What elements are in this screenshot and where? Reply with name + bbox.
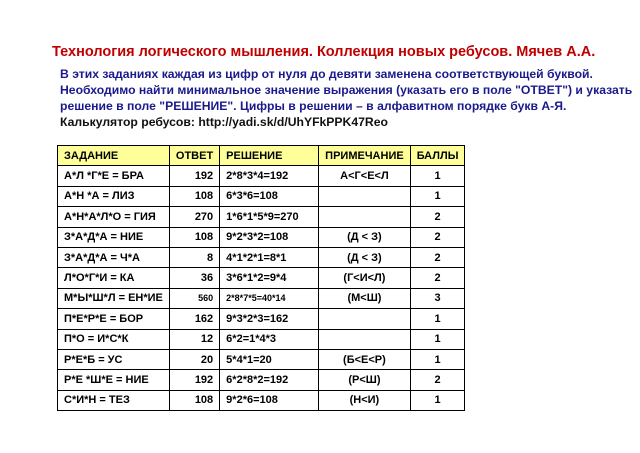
cell-answer: 162 [169, 309, 219, 329]
cell-points: 1 [410, 349, 465, 369]
table-row [58, 390, 465, 410]
cell-note: (Б<Е<Р) [319, 349, 411, 369]
cell-task: З*А*Д*А = Ч*А [58, 247, 170, 267]
cell-note: (Д < З) [319, 227, 411, 247]
cell-answer: 192 [169, 166, 219, 186]
cell-note: А<Г<Е<Л [319, 166, 411, 186]
cell-solution: 3*6*1*2=9*4 [220, 268, 319, 288]
cell-points: 2 [410, 268, 465, 288]
cell-points: 1 [410, 166, 465, 186]
cell-task: А*Н *А = ЛИЗ [58, 186, 170, 206]
table-header-row [58, 146, 465, 166]
cell-task: Л*О*Г*И = КА [58, 268, 170, 288]
header-answer: ОТВЕТ [169, 146, 219, 166]
cell-note [319, 329, 411, 349]
cell-answer: 8 [169, 247, 219, 267]
cell-answer: 560 [169, 288, 219, 308]
cell-solution: 4*1*2*1=8*1 [220, 247, 319, 267]
cell-solution: 2*8*7*5=40*14 [220, 288, 319, 308]
cell-note: (М<Ш) [319, 288, 411, 308]
cell-points: 2 [410, 227, 465, 247]
cell-solution: 9*3*2*3=162 [220, 309, 319, 329]
cell-solution: 2*8*3*4=192 [220, 166, 319, 186]
cell-answer: 20 [169, 349, 219, 369]
table-row [58, 309, 465, 329]
cell-answer: 108 [169, 227, 219, 247]
intro-text [60, 66, 632, 130]
cell-task: А*Л *Г*Е = БРА [58, 166, 170, 186]
cell-note [319, 309, 411, 329]
header-solution: РЕШЕНИЕ [220, 146, 319, 166]
table-row [58, 268, 465, 288]
cell-points: 1 [410, 390, 465, 410]
table-row [58, 329, 465, 349]
cell-points: 2 [410, 370, 465, 390]
header-note: ПРИМЕЧАНИЕ [319, 146, 411, 166]
cell-note: (Г<И<Л) [319, 268, 411, 288]
cell-task: А*Н*А*Л*О = ГИЯ [58, 207, 170, 227]
cell-task: П*Е*Р*Е = БОР [58, 309, 170, 329]
table-row [58, 288, 465, 308]
intro-line-3: решение в поле "РЕШЕНИЕ". Цифры в решении – в алфавитном порядке букв А-Я. [60, 99, 567, 113]
calculator-link[interactable]: Калькулятор ребусов: http://yadi.sk/d/UhYFkPPK47Reo [60, 115, 388, 129]
cell-task: З*А*Д*А = НИЕ [58, 227, 170, 247]
cell-note [319, 186, 411, 206]
cell-task: Р*Е*Б = УС [58, 349, 170, 369]
page-title: Технология логического мышления. Коллекция новых ребусов. Мячев А.А. [52, 44, 596, 60]
cell-note [319, 207, 411, 227]
table-row [58, 370, 465, 390]
cell-task: П*О = И*С*К [58, 329, 170, 349]
cell-solution: 9*2*6=108 [220, 390, 319, 410]
header-points: БАЛЛЫ [410, 146, 465, 166]
cell-note: (Р<Ш) [319, 370, 411, 390]
cell-solution: 1*6*1*5*9=270 [220, 207, 319, 227]
cell-solution: 9*2*3*2=108 [220, 227, 319, 247]
cell-answer: 108 [169, 186, 219, 206]
intro-line-2: Необходимо найти минимальное значение выражения (указать его в поле "ОТВЕТ") и указать [60, 83, 633, 97]
cell-task: М*Ы*Ш*Л = ЕН*ИЕ [58, 288, 170, 308]
table-row [58, 207, 465, 227]
cell-points: 3 [410, 288, 465, 308]
table-row [58, 349, 465, 369]
table-row [58, 166, 465, 186]
cell-points: 2 [410, 247, 465, 267]
cell-task: Р*Е *Ш*Е = НИЕ [58, 370, 170, 390]
table-row [58, 247, 465, 267]
cell-points: 1 [410, 186, 465, 206]
cell-answer: 108 [169, 390, 219, 410]
cell-answer: 12 [169, 329, 219, 349]
intro-line-1: В этих заданиях каждая из цифр от нуля до девяти заменена соответствующей буквой. [60, 67, 593, 81]
header-task: ЗАДАНИЕ [58, 146, 170, 166]
cell-points: 1 [410, 309, 465, 329]
cell-solution: 6*2*8*2=192 [220, 370, 319, 390]
puzzle-table [57, 145, 465, 411]
cell-answer: 270 [169, 207, 219, 227]
cell-note: (Д < З) [319, 247, 411, 267]
cell-answer: 192 [169, 370, 219, 390]
cell-answer: 36 [169, 268, 219, 288]
cell-points: 2 [410, 207, 465, 227]
cell-solution: 6*3*6=108 [220, 186, 319, 206]
table-row [58, 227, 465, 247]
cell-points: 1 [410, 329, 465, 349]
cell-task: С*И*Н = ТЕЗ [58, 390, 170, 410]
cell-solution: 5*4*1=20 [220, 349, 319, 369]
cell-solution: 6*2=1*4*3 [220, 329, 319, 349]
table-row [58, 186, 465, 206]
cell-note: (Н<И) [319, 390, 411, 410]
